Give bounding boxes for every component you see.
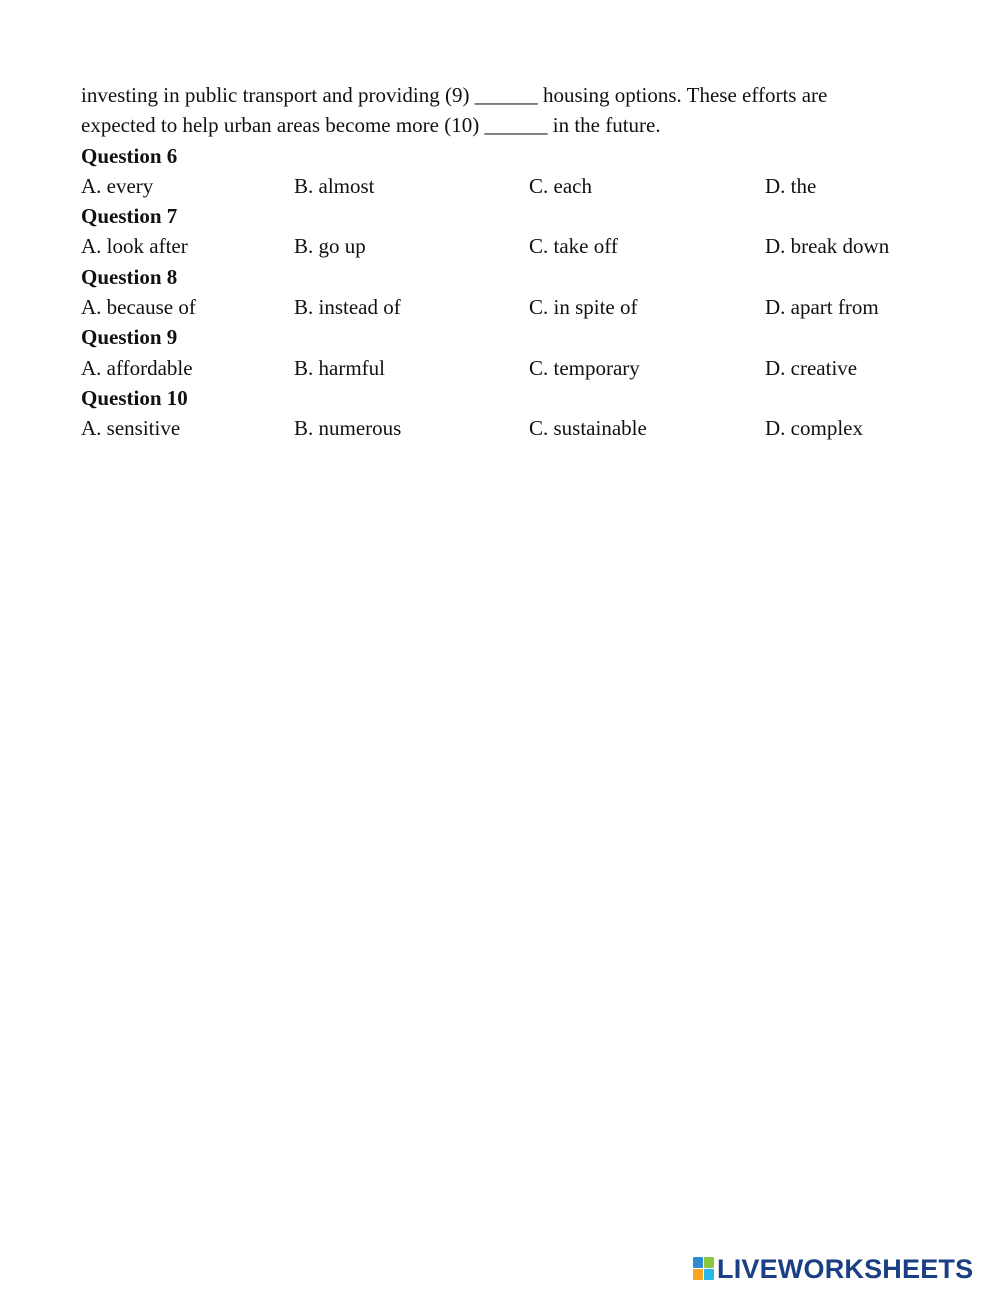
question-6 xyxy=(81,141,941,202)
question-8 xyxy=(81,262,941,323)
option-b[interactable]: B. go up xyxy=(294,234,366,259)
option-c[interactable]: C. temporary xyxy=(529,355,640,380)
option-a[interactable]: A. because of xyxy=(81,295,196,320)
option-b[interactable]: B. almost xyxy=(294,173,375,198)
option-c[interactable]: C. sustainable xyxy=(529,416,647,441)
worksheet-page xyxy=(81,80,941,444)
option-a[interactable]: A. every xyxy=(81,173,154,198)
option-b[interactable]: B. harmful xyxy=(294,355,385,380)
question-title: Question 7 xyxy=(81,204,178,229)
answer-options xyxy=(81,413,941,443)
option-d[interactable]: D. apart from xyxy=(765,295,879,320)
question-9 xyxy=(81,322,941,383)
option-b[interactable]: B. numerous xyxy=(294,416,402,441)
answer-options xyxy=(81,171,941,201)
answer-options xyxy=(81,231,941,261)
option-a[interactable]: A. sensitive xyxy=(81,416,181,441)
passage-line-1: investing in public transport and providing (9) ______ housing options. These efforts are xyxy=(81,83,828,107)
option-d[interactable]: D. complex xyxy=(765,416,863,441)
option-d[interactable]: D. creative xyxy=(765,355,858,380)
liveworksheets-logo[interactable] xyxy=(693,1254,973,1284)
question-title: Question 9 xyxy=(81,325,178,350)
liveworksheets-logo-icon xyxy=(693,1257,715,1281)
question-10 xyxy=(81,383,941,444)
option-c[interactable]: C. in spite of xyxy=(529,295,638,320)
answer-options xyxy=(81,292,941,322)
option-b[interactable]: B. instead of xyxy=(294,295,401,320)
option-d[interactable]: D. the xyxy=(765,173,817,198)
question-title: Question 8 xyxy=(81,264,178,289)
logo-text: LIVEWORKSHEETS xyxy=(717,1254,974,1284)
passage-line-2: expected to help urban areas become more (10) ______ in the future. xyxy=(81,113,661,138)
option-c[interactable]: C. take off xyxy=(529,234,618,259)
option-a[interactable]: A. look after xyxy=(81,234,188,259)
question-title: Question 10 xyxy=(81,385,188,410)
option-d[interactable]: D. break down xyxy=(765,234,890,259)
question-title: Question 6 xyxy=(81,143,178,168)
answer-options xyxy=(81,353,941,383)
option-c[interactable]: C. each xyxy=(529,173,592,198)
option-a[interactable]: A. affordable xyxy=(81,355,193,380)
question-7 xyxy=(81,201,941,262)
